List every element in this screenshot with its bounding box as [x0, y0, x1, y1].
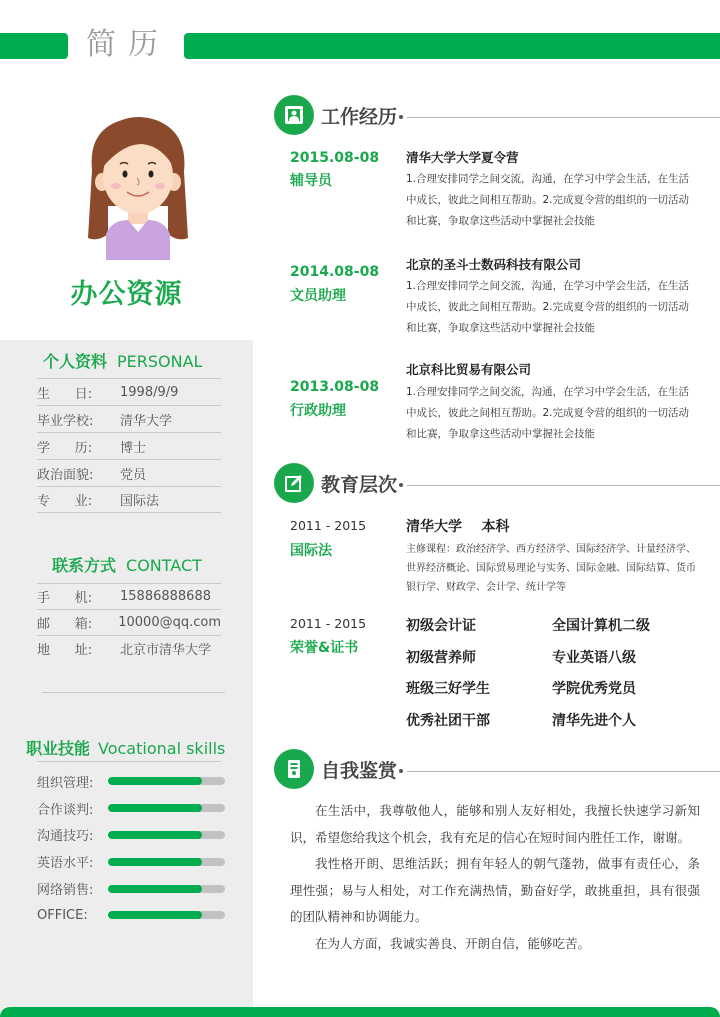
phone-value[interactable]: 15886888688 [120, 589, 211, 604]
contact-section-title [52, 553, 202, 576]
header-bar-right [184, 33, 720, 59]
contact-label: 邮 箱: [37, 617, 93, 632]
email-value[interactable]: 10000@qq.com [118, 615, 221, 630]
skill-item [37, 822, 237, 849]
job-company: 北京科比贸易有限公司 [406, 362, 532, 377]
job-date: 2015.08-08 [290, 150, 380, 166]
job-description: 1.合理安排同学之间交流，沟通，在学习中学会生活，在生活中成长，彼此之间相互帮助。2.完成夏令营的组织的一切活动和比赛，争取拿这些活动中掌握社会技能 [406, 173, 690, 227]
education-date: 2011 - 2015 [290, 518, 367, 533]
honor-item: 全国计算机二级 [552, 618, 650, 634]
footer-bar [0, 1007, 720, 1017]
skill-progress-fill [108, 858, 202, 866]
work-section-title: 工作经历 [321, 105, 398, 128]
education-courses: 主修课程：政治经济学、西方经济学、国际经济学、计量经济学、世界经济概论、国际贸易理论与实务、国际金融、国际结算、货币银行学、财政学、会计学、统计学等 [406, 544, 696, 593]
job-role: 文员助理 [290, 288, 346, 304]
honors-label: 荣誉&证书 [290, 640, 359, 656]
info-label: 毕业学校: [37, 413, 94, 429]
skill-progress-fill [108, 777, 202, 785]
resume-title: 简历 [86, 27, 170, 62]
section-divider-line [407, 771, 720, 772]
self-eval-paragraph: 在生活中，我尊敬他人，能够和别人友好相处，我擅长快速学习新知识，希望您给我这个机会，我有充足的信心在短时间内胜任工作，谢谢。 [290, 803, 700, 845]
contact-info-table [37, 583, 221, 661]
honors-date: 2011 - 2015 [290, 616, 367, 631]
skill-label: 组织管理: [37, 775, 94, 791]
job-company: 北京的圣斗士数码科技有限公司 [406, 257, 582, 272]
skill-progress-fill [108, 804, 202, 812]
skill-progress-bar [108, 777, 225, 785]
skill-item [37, 875, 237, 902]
job-role: 行政助理 [290, 403, 346, 419]
info-row-major [37, 486, 221, 513]
info-row-school [37, 405, 221, 432]
info-label: 学 历: [37, 440, 93, 456]
skill-progress-bar [108, 831, 225, 839]
info-value: 清华大学 [120, 413, 173, 429]
personal-title-en: PERSONAL [117, 352, 203, 371]
info-value: 博士 [120, 440, 147, 456]
edit-pencil-icon [274, 463, 314, 503]
job-entry [290, 360, 710, 450]
info-label: 政治面貌: [37, 467, 94, 483]
honor-item: 清华先进个人 [552, 712, 636, 729]
honor-item: 初级会计证 [406, 618, 476, 634]
self-eval-text [290, 798, 700, 957]
title-dot [399, 769, 403, 773]
personal-title-cn: 个人资料 [43, 352, 108, 371]
info-row-political [37, 459, 221, 486]
avatar [82, 110, 194, 260]
info-value: 1998/9/9 [120, 384, 179, 400]
info-label: 生 日: [37, 386, 93, 402]
cartoon-girl-avatar-icon [82, 110, 194, 260]
job-description: 1.合理安排同学之间交流，沟通，在学习中学会生活，在生活中成长，彼此之间相互帮助。2.完成夏令营的组织的一切活动和比赛，争取拿这些活动中掌握社会技能 [406, 386, 690, 440]
honor-item: 初级营养师 [406, 649, 476, 666]
info-row-birthday [37, 378, 221, 405]
header-bar-left [0, 33, 68, 59]
candidate-name: 办公资源 [70, 279, 183, 310]
job-company: 清华大学大学夏令营 [406, 150, 519, 165]
skill-label: OFFICE: [37, 907, 88, 923]
skill-item [37, 768, 237, 795]
document-list-icon [274, 749, 314, 789]
skill-item [37, 902, 237, 929]
self-eval-paragraph: 在为人方面，我诚实善良、开朗自信，能够吃苦。 [315, 935, 591, 951]
title-dot [399, 115, 403, 119]
education-section-title: 教育层次 [321, 473, 398, 496]
skill-label: 网络销售: [37, 883, 94, 899]
contact-row-email [37, 609, 221, 635]
contact-label: 手 机: [37, 591, 93, 606]
honors-grid [406, 612, 706, 738]
honor-item: 专业英语八级 [552, 649, 636, 666]
self-eval-section-header [274, 748, 720, 790]
skill-item [37, 795, 237, 822]
skill-progress-bar [108, 858, 225, 866]
skill-label: 合作谈判: [37, 802, 94, 818]
skill-progress-bar [108, 804, 225, 812]
skill-progress-fill [108, 831, 202, 839]
honor-item: 班级三好学生 [406, 681, 490, 697]
work-section-header [274, 94, 720, 136]
job-date: 2013.08-08 [290, 379, 380, 395]
job-entry [290, 146, 710, 236]
skill-progress-fill [108, 911, 202, 919]
contact-row-address [37, 635, 221, 661]
skills-title-cn: 职业技能 [26, 739, 91, 758]
skill-progress-bar [108, 885, 225, 893]
info-value: 党员 [120, 467, 147, 483]
skills-title-en: Vocational skills [98, 739, 226, 758]
job-date: 2014.08-08 [290, 264, 380, 280]
personal-section-title [43, 349, 202, 372]
skills-list [37, 768, 237, 929]
education-section-header [274, 462, 720, 504]
self-eval-section-title: 自我鉴赏 [321, 759, 398, 782]
personal-info-table [37, 378, 221, 513]
honor-item: 优秀社团干部 [406, 712, 490, 729]
education-major: 国际法 [290, 543, 332, 559]
job-description: 1.合理安排同学之间交流，沟通，在学习中学会生活，在生活中成长，彼此之间相互帮助。2.完成夏令营的组织的一切活动和比赛，争取拿这些活动中掌握社会技能 [406, 280, 690, 334]
info-value: 国际法 [120, 494, 160, 509]
skill-progress-fill [108, 885, 202, 893]
job-entry [290, 253, 710, 343]
contact-label: 地 址: [37, 643, 93, 658]
section-divider-line [407, 485, 720, 486]
job-role: 辅导员 [290, 173, 332, 189]
skill-progress-bar [108, 911, 225, 919]
contact-divider [42, 692, 225, 693]
skills-divider [37, 761, 221, 762]
section-divider-line [407, 117, 720, 118]
title-dot [399, 483, 403, 487]
skills-section-title [26, 736, 225, 759]
skill-label: 沟通技巧: [37, 829, 94, 845]
skill-label: 英语水平: [37, 856, 94, 872]
info-row-degree [37, 432, 221, 459]
portrait-icon [274, 95, 314, 135]
address-value: 北京市清华大学 [120, 643, 212, 658]
honor-item: 学院优秀党员 [552, 681, 636, 697]
contact-title-en: CONTACT [126, 556, 202, 575]
skill-item [37, 848, 237, 875]
contact-row-phone [37, 583, 221, 609]
contact-title-cn: 联系方式 [52, 556, 117, 575]
education-school: 清华大学 本科 [406, 519, 510, 535]
info-label: 专 业: [37, 494, 93, 509]
self-eval-paragraph: 我性格开朗、思维活跃；拥有年轻人的朝气蓬勃，做事有责任心，条理性强；易与人相处，对工作充满热情，勤奋好学，敢挑重担，具有很强的团队精神和协调能力。 [290, 856, 700, 924]
